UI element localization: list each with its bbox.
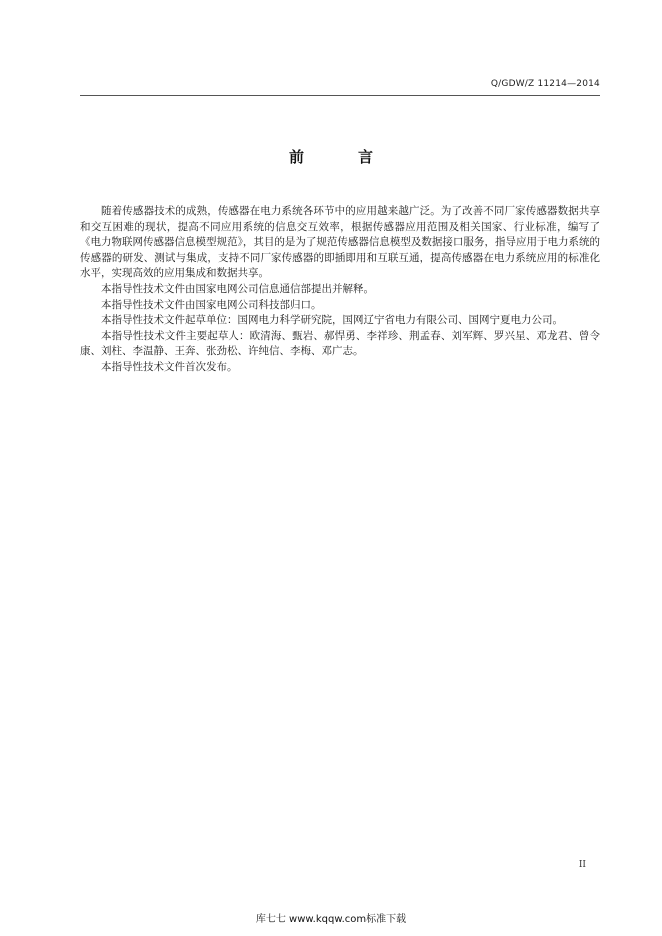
header-rule: [80, 95, 600, 96]
paragraph-intro: 随着传感器技术的成熟，传感器在电力系统各环节中的应用越来越广泛。为了改善不同厂家传感器数据共享和交互困难的现状，提高不同应用系统的信息交互效率，根据传感器应用范围及相关国家、行业标准，编写了《电力物联网传感器信息模型规范》，其目的是为了规范传感器信息模型及数据接口服务，指导应用于电力系统的传感器的研发、测试与集成，支持不同厂家传感器的即插即用和互联互通，提高传感器在电力系统应用的标准化水平，实现高效的应用集成和数据共享。: [80, 205, 600, 280]
page-title: [0, 146, 662, 167]
paragraph-proposer: 本指导性技术文件由国家电网公司信息通信部提出并解释。: [101, 282, 374, 295]
document-code: Q/GDW/Z 11214—2014: [490, 79, 600, 89]
page-number: II: [578, 860, 586, 870]
paragraph-drafting-units: 本指导性技术文件起草单位：国网电力科学研究院，国网辽宁省电力有限公司、国网宁夏电力公司。: [101, 314, 563, 327]
footer-watermark: 库七七 www.kqqw.com标准下载: [255, 914, 407, 925]
paragraph-first-release: 本指导性技术文件首次发布。: [101, 360, 238, 373]
title-char-2: 言: [358, 148, 374, 166]
paragraph-drafters: 本指导性技术文件主要起草人：欧清海、甄岩、郝悍勇、李祥珍、荆孟春、刘军辉、罗兴星、邓龙君、曾令康、刘柱、李温静、王奔、张劲松、许纯信、李梅、邓广志。: [80, 329, 600, 358]
paragraph-custodian: 本指导性技术文件由国家电网公司科技部归口。: [101, 298, 322, 311]
foreword-body: [80, 204, 600, 376]
title-char-1: 前: [288, 148, 304, 166]
